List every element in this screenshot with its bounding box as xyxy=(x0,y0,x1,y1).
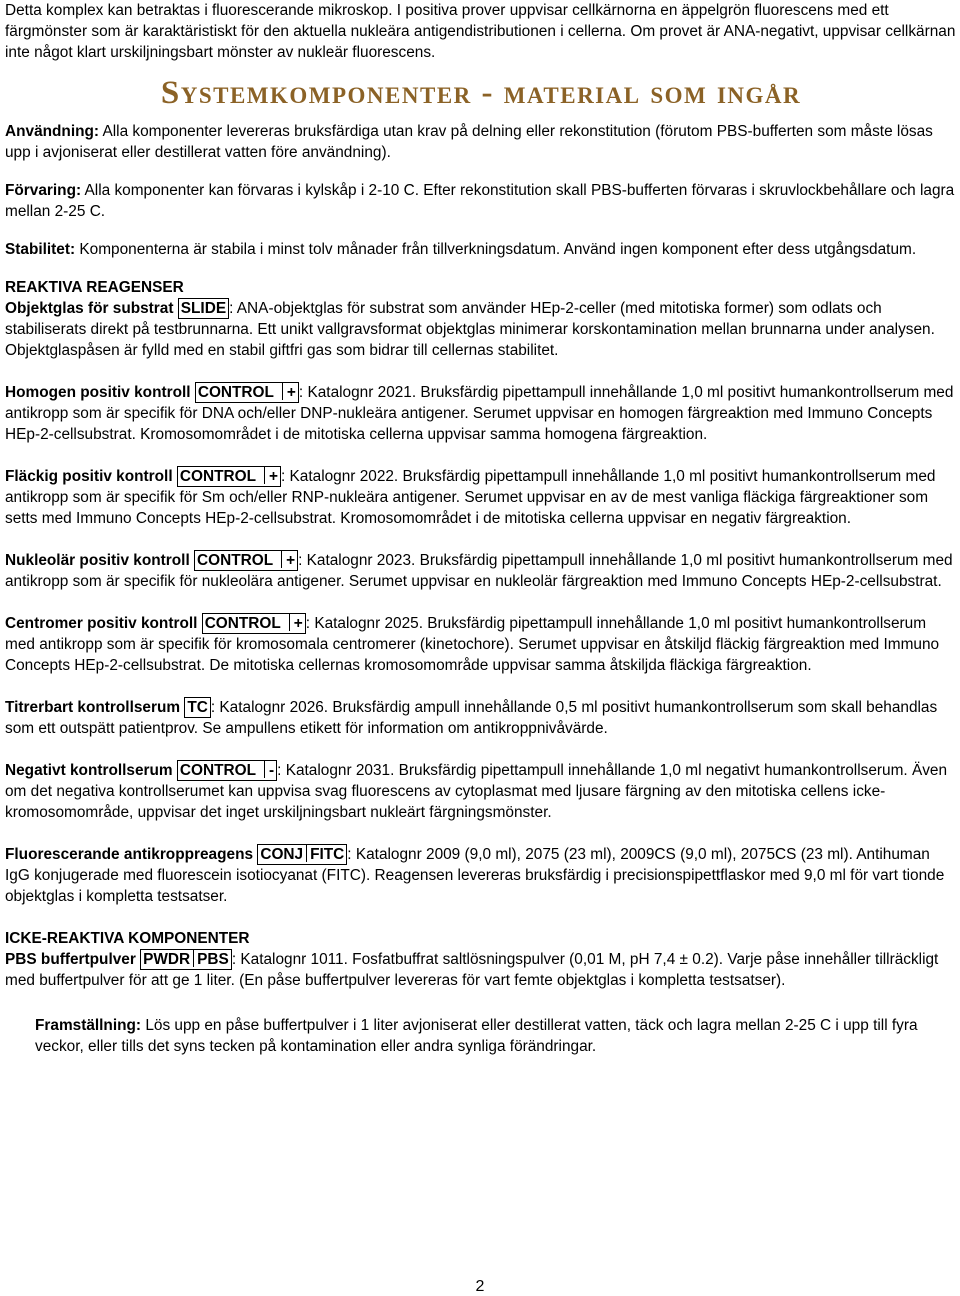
nucleolar-code-a: CONTROL xyxy=(197,552,274,569)
pbs-code-a: PWDR xyxy=(143,951,191,968)
negative-text: : Katalognr 2031. Bruksfärdig pipettampull innehållande 1,0 ml negativt humankontrollserum. Även om det negativa kontrollserumet kan uppvisa svag fluorescens av cytoplasmat med ljusare färgning av den mitotiska cellens icke-kromosomområde, uppvisar det inget urskiljningsbart nukleärt färgningsmönster. xyxy=(5,762,948,821)
negative-code-b: - xyxy=(269,762,275,779)
storage-label: Förvaring: xyxy=(5,182,82,199)
nucleolar-text: : Katalognr 2023. Bruksfärdig pipettampull innehållande 1,0 ml positivt humankontrollserum med antikropp som är specifik för nukleolära antigener. Serumet uppvisar en nukleolär färgreaktion med Immuno Concepts HEp-2-cellsubstrat. xyxy=(5,552,953,590)
homogen-code-b: + xyxy=(286,384,296,401)
stability-text: Komponenterna är stabila i minst tolv månader från tillverkningsdatum. Använd ingen komponent efter dess utgångsdatum. xyxy=(75,241,917,258)
titratable-label: Titrerbart kontrollserum xyxy=(5,699,185,716)
speckled-paragraph xyxy=(5,466,957,529)
slide-text: : ANA-objektglas för substrat som använder HEp-2-celler (med mitotiska former) som odlats och stabiliserats direkt på testbrunnarna. Ett unikt vallgravsformat objektglas minimerar korskontamination mellan brunnarna under analysen. Objektglaspåsen är fylld med en stabil giftfri gas som bidrar till cellernas stabilitet. xyxy=(5,300,935,359)
conjugate-label: Fluorescerande antikroppreagens xyxy=(5,846,258,863)
conjugate-paragraph xyxy=(5,844,957,907)
speckled-code-b: + xyxy=(268,468,278,485)
reactive-heading-text: REAKTIVA REAGENSER xyxy=(5,279,184,296)
usage-label: Användning: xyxy=(5,123,100,140)
titratable-symbol-box: TC xyxy=(184,697,211,718)
usage-text: Alla komponenter levereras bruksfärdiga utan krav på delning eller rekonstitution (förutom PBS-bufferten som måste lösas upp i avjoniserat eller destillerat vatten före användning). xyxy=(5,123,933,161)
pbs-text: : Katalognr 1011. Fosfatbuffrat saltlösningspulver (0,01 M, pH 7,4 ± 0.2). Varje påse innehåller tillräckligt med buffertpulver för att ge 1 liter. (En påse buffertpulver levereras för vart femte objektglas i kompletta testsatser). xyxy=(5,951,939,989)
document-page xyxy=(5,0,957,1057)
preparation-paragraph xyxy=(35,1015,957,1057)
conjugate-text: : Katalognr 2009 (9,0 ml), 2075 (23 ml), 2009CS (9,0 ml), 2075CS (23 ml). Antihuman IgG konjugerade med fluorescein isotiocyanat (FITC). Reagensen levereras bruksfärdig i precisionspipettflaskor med 9,0 ml för vart tionde objektglas i kompletta testsatser. xyxy=(5,846,945,905)
homogen-symbol-box xyxy=(195,382,299,403)
pbs-paragraph xyxy=(5,949,957,991)
pbs-code-b: PBS xyxy=(197,951,229,968)
preparation-label: Framställning: xyxy=(35,1017,142,1034)
homogen-label: Homogen positiv kontroll xyxy=(5,384,195,401)
homogen-text: : Katalognr 2021. Bruksfärdig pipettampull innehållande 1,0 ml positivt humankontrollserum med antikropp som är specifik för DNA och/eller DNP-nukleära antigener. Serumet uppvisar en homogen färgreaktion med Immuno Concepts HEp-2-cellsubstrat. Kromosomområdet i de mitotiska cellerna uppvisar samma homogena färgreaktion. xyxy=(5,384,954,443)
negative-label: Negativt kontrollserum xyxy=(5,762,177,779)
speckled-code-a: CONTROL xyxy=(179,468,256,485)
slide-paragraph xyxy=(5,298,957,361)
pbs-label: PBS buffertpulver xyxy=(5,951,141,968)
conjugate-code-a: CONJ xyxy=(260,846,304,863)
centromere-label: Centromer positiv kontroll xyxy=(5,615,202,632)
centromere-code-a: CONTROL xyxy=(204,615,281,632)
conjugate-symbol-box xyxy=(257,844,347,865)
negative-symbol-box xyxy=(177,760,277,781)
page-number: 2 xyxy=(475,1278,485,1295)
usage-paragraph xyxy=(5,121,957,163)
stability-label: Stabilitet: xyxy=(5,241,76,258)
preparation-text: Lös upp en påse buffertpulver i 1 liter avjoniserat eller destillerat vatten, täck och lagra mellan 2-25 C i upp till fyra veckor, eller tills det syns tecken på kontamination eller andra synliga förändringar. xyxy=(35,1017,918,1055)
speckled-text: : Katalognr 2022. Bruksfärdig pipettampull innehållande 1,0 ml positivt humankontrollserum med antikropp som är specifik för Sm och/eller RNP-nukleära antigener. Serumet uppvisar en av de mest vanliga fläckiga färgreaktioner som setts med Immuno Concepts HEp-2-cellsubstrat. Kromosomområdet i de mitotiska cellerna uppvisar en negativ färgreaktion. xyxy=(5,468,936,527)
storage-paragraph xyxy=(5,180,957,222)
pbs-symbol-box xyxy=(140,949,232,970)
stability-paragraph xyxy=(5,239,957,260)
intro-paragraph: Detta komplex kan betraktas i fluorescerande mikroskop. I positiva prover uppvisar cellkärnorna en äppelgrön fluorescens med ett färgmönster som är karaktäristiskt för den aktuella nukleära antigendistributionen i cellerna. Om provet är ANA-negativt, uppvisar cellkärnan inte något klart urskiljningsbart mönster av nukleär fluorescens. xyxy=(5,2,956,61)
nucleolar-symbol-box xyxy=(194,550,298,571)
centromere-paragraph xyxy=(5,613,957,676)
section-title: Systemkomponenter - material som ingår xyxy=(160,75,802,111)
centromere-symbol-box xyxy=(202,613,306,634)
homogen-paragraph xyxy=(5,382,957,445)
titratable-text: : Katalognr 2026. Bruksfärdig ampull innehållande 0,5 ml positivt humankontrollserum som skall behandlas som ett outspätt patientprov. Se ampullens etikett för information om antikroppnivåvärde. xyxy=(5,699,938,737)
negative-paragraph xyxy=(5,760,957,823)
nonreactive-heading xyxy=(5,928,957,949)
slide-label: Objektglas för substrat xyxy=(5,300,178,317)
conjugate-code-b: FITC xyxy=(310,846,345,863)
storage-text: Alla komponenter kan förvaras i kylskåp i 2-10 C. Efter rekonstitution skall PBS-bufferten förvaras i skruvlockbehållare och lagra mellan 2-25 C. xyxy=(5,182,955,220)
nucleolar-code-b: + xyxy=(286,552,296,569)
centromere-text: : Katalognr 2025. Bruksfärdig pipettampull innehållande 1,0 ml positivt humankontrollserum med antikropp som är specifik för kromosomala centromerer (kinetochore). Serumet uppvisar en åtskiljd fläckig färgreaktion med Immuno Concepts HEp-2-cellsubstrat. De mitotiska cellernas kromosomområde uppvisar samma åtskiljda fläckiga färgreaktion. xyxy=(5,615,940,674)
nucleolar-paragraph xyxy=(5,550,957,592)
slide-symbol-box: SLIDE xyxy=(178,298,229,319)
nonreactive-heading-text: ICKE-REAKTIVA KOMPONENTER xyxy=(5,930,250,947)
negative-code-a: CONTROL xyxy=(179,762,256,779)
speckled-label: Fläckig positiv kontroll xyxy=(5,468,177,485)
titratable-paragraph xyxy=(5,697,957,739)
speckled-symbol-box xyxy=(177,466,281,487)
reactive-heading xyxy=(5,277,957,298)
homogen-code-a: CONTROL xyxy=(197,384,274,401)
centromere-code-b: + xyxy=(293,615,303,632)
nucleolar-label: Nukleolär positiv kontroll xyxy=(5,552,194,569)
